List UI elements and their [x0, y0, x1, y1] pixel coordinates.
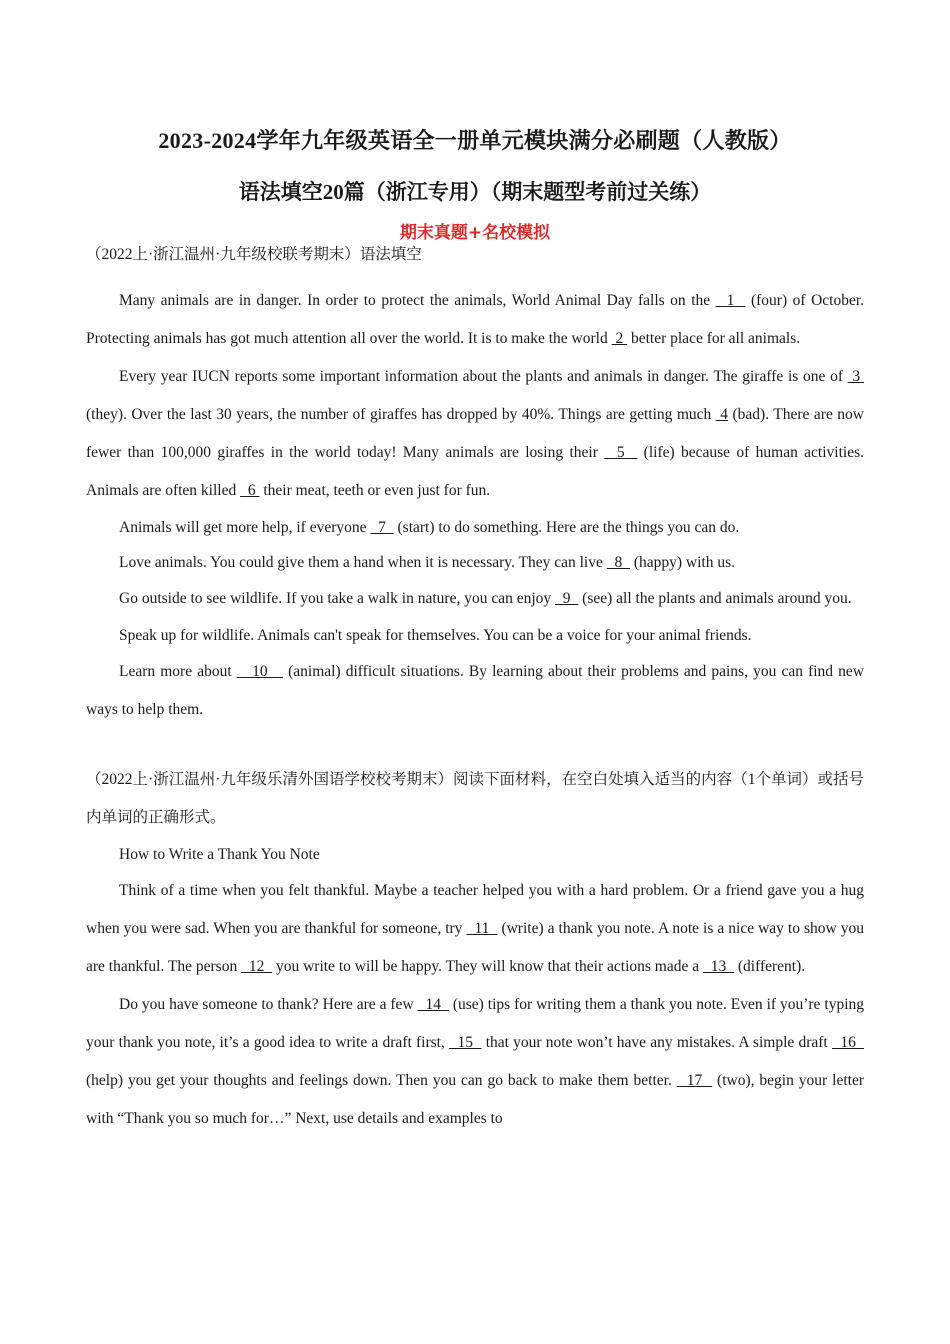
passage2-source: （2022上·浙江温州·九年级乐清外国语学校校考期末）阅读下面材料，在空白处填入适当的内容（1个单词）或括号内单词的正确形式。 [86, 771, 864, 826]
passage1-paragraph-1: Many animals are in danger. In order to protect the animals, World Animal Day falls on the 1 (four) of October. Protecting animals has got much attention all over the world. It is to make the world 2 better place for all animals. [86, 292, 865, 347]
passage2-paragraph-2: Do you have someone to thank? Here are a few 14 (use) tips for writing them a thank you note. Even if you’re typing your thank you note, it’s a good idea to write a draft first, 15 that your note won’t have any mistakes. A simple draft 16 (help) you get your thoughts and feelings down. Then you can go back to make them better. 17 (two), begin your letter with “Thank you so much for…” Next, use details and examples to [86, 996, 865, 1127]
document-subtitle: 语法填空20篇（浙江专用）（期末题型考前过关练） [238, 180, 712, 204]
blank-3[interactable]: 3 [847, 368, 864, 385]
passage2-title: How to Write a Thank You Note [119, 846, 320, 863]
blank-13[interactable]: 13 [702, 958, 734, 975]
blank-7[interactable]: 7 [370, 519, 394, 536]
blank-16[interactable]: 16 [831, 1034, 865, 1051]
document-title: 2023-2024学年九年级英语全一册单元模块满分必刷题（人教版） [158, 128, 792, 153]
passage2-paragraph-1: Think of a time when you felt thankful. Maybe a teacher helped you with a hard problem. Or a friend gave you a hug when you were sad. When you are thankful for someone, try 11 (write) a thank you note. A note is a nice way to show you are thankful. The person 12 you write to will be happy. They will know that their actions made a 13 (different). [86, 882, 864, 975]
blank-9[interactable]: 9 [555, 590, 579, 607]
passage1-paragraph-6: Speak up for wildlife. Animals can't speak for themselves. You can be a voice for your animal friends. [119, 627, 752, 644]
passage1-paragraph-5: Go outside to see wildlife. If you take a walk in nature, you can enjoy 9 (see) all the plants and animals around you. [119, 590, 852, 607]
passage1-source: （2022上·浙江温州·九年级校联考期末）语法填空 [86, 246, 422, 263]
blank-5[interactable]: 5 [604, 444, 638, 461]
blank-17[interactable]: 17 [676, 1072, 713, 1089]
blank-6[interactable]: 6 [240, 482, 260, 499]
blank-10[interactable]: 10 [236, 663, 283, 680]
blank-14[interactable]: 14 [417, 996, 449, 1013]
passage1-paragraph-3: Animals will get more help, if everyone 7 (start) to do something. Here are the things you can do. [119, 519, 740, 536]
blank-2[interactable]: 2 [611, 330, 628, 347]
blank-11[interactable]: 11 [466, 920, 498, 937]
passage1-paragraph-4: Love animals. You could give them a hand when it is necessary. They can live 8 (happy) with us. [119, 554, 736, 571]
passage1-paragraph-2: Every year IUCN reports some important information about the plants and animals in danger. The giraffe is one of 3 (they). Over the last 30 years, the number of giraffes has dropped by 40%. Things are getting much 4 (bad). There are now fewer than 100,000 giraffes in the world today! Many animals are losing their 5 (life) because of human activities. Animals are often killed 6 their meat, teeth or even just for fun. [86, 368, 864, 499]
blank-15[interactable]: 15 [449, 1034, 482, 1051]
blank-1[interactable]: 1 [715, 292, 746, 309]
blank-4[interactable]: 4 [715, 406, 729, 423]
blank-12[interactable]: 12 [241, 958, 273, 975]
blank-8[interactable]: 8 [606, 554, 630, 571]
exam-badge: 期末真题+名校模拟 [399, 223, 551, 243]
document-body [86, 242, 864, 1138]
passage1-paragraph-7: Learn more about 10 (animal) difficult situations. By learning about their problems and pains, you can find new ways to help them. [86, 663, 864, 718]
